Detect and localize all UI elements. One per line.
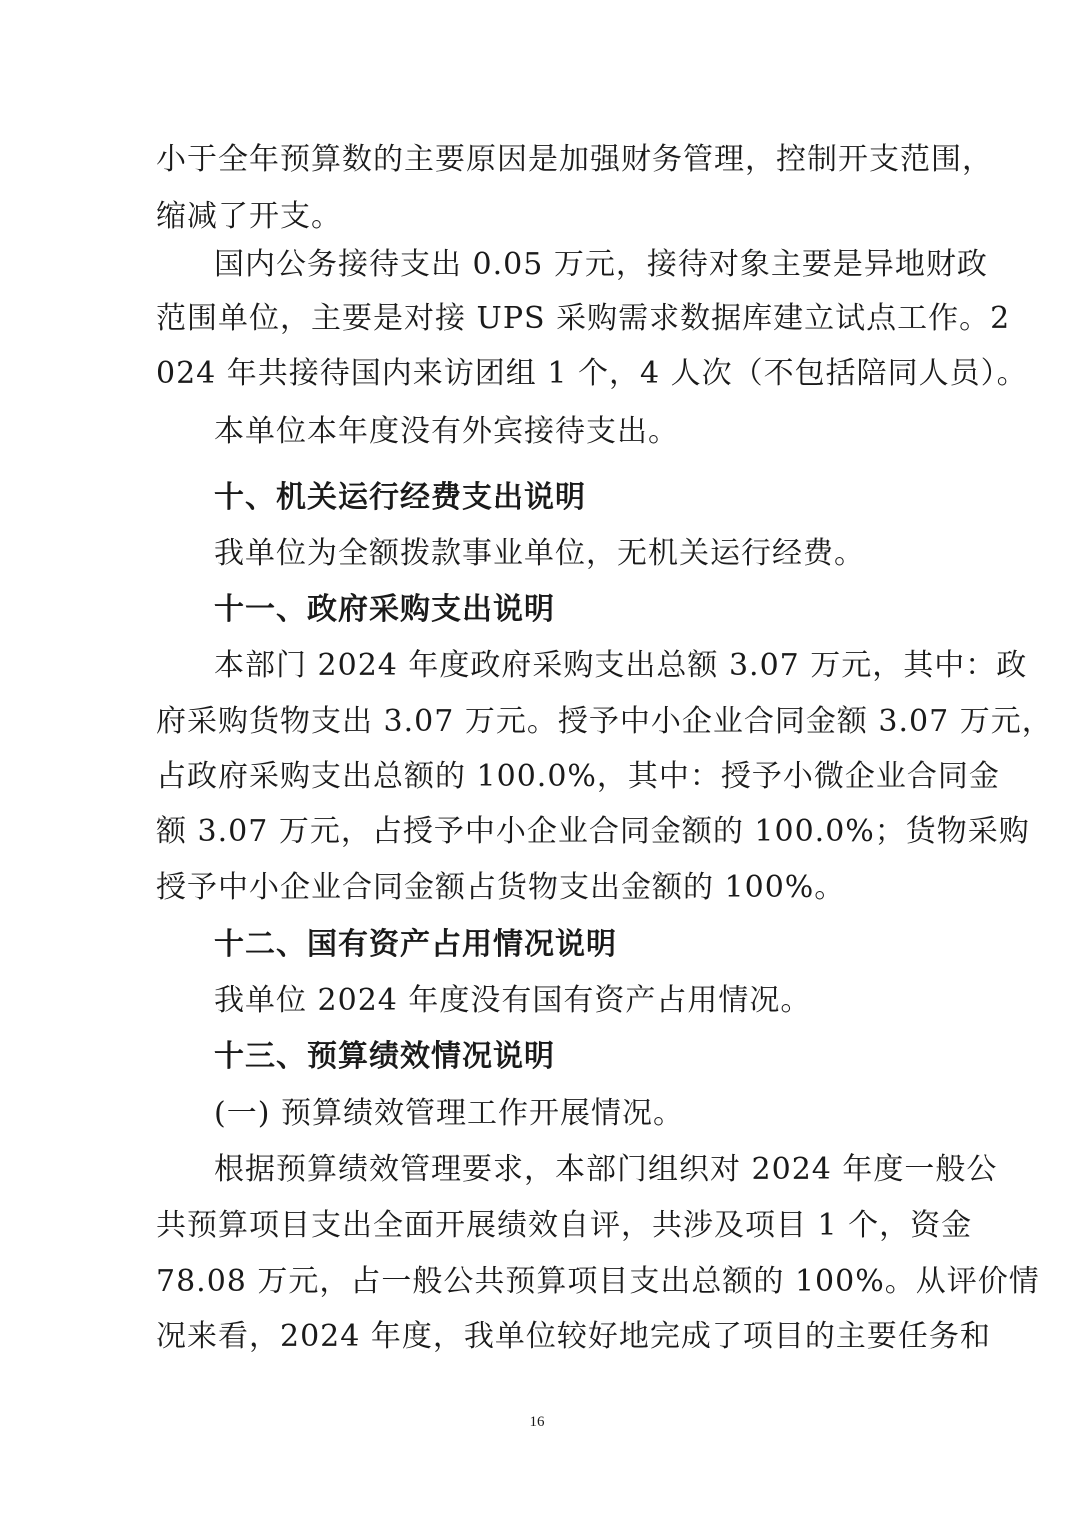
text-line: 根据预算绩效管理要求，本部门组织对 2024 年度一般公 bbox=[214, 1152, 998, 1187]
text-line: 本单位本年度没有外宾接待支出。 bbox=[214, 414, 679, 449]
text-line: 府采购货物支出 3.07 万元。授予中小企业合同金额 3.07 万元， bbox=[156, 704, 1053, 739]
section-heading: 十一、政府采购支出说明 bbox=[214, 592, 555, 627]
section-heading: 十、机关运行经费支出说明 bbox=[214, 480, 586, 515]
text-line: 本部门 2024 年度政府采购支出总额 3.07 万元，其中：政 bbox=[214, 648, 1028, 683]
text-line: 小于全年预算数的主要原因是加强财务管理，控制开支范围， bbox=[156, 142, 993, 177]
text-line: 额 3.07 万元，占授予中小企业合同金额的 100.0%；货物采购 bbox=[156, 814, 1030, 849]
section-heading: 十二、国有资产占用情况说明 bbox=[214, 927, 617, 962]
text-line: 范围单位，主要是对接 UPS 采购需求数据库建立试点工作。2 bbox=[156, 301, 1011, 336]
text-line: 共预算项目支出全面开展绩效自评，共涉及项目 1 个，资金 bbox=[156, 1208, 973, 1243]
text-line: 授予中小企业合同金额占货物支出金额的 100%。 bbox=[156, 870, 846, 905]
section-heading: 十三、预算绩效情况说明 bbox=[214, 1039, 555, 1074]
text-line: 我单位为全额拨款事业单位，无机关运行经费。 bbox=[214, 536, 865, 571]
page-number: 16 bbox=[529, 1414, 545, 1430]
text-line: 国内公务接待支出 0.05 万元，接待对象主要是异地财政 bbox=[214, 247, 988, 282]
text-line: 024 年共接待国内来访团组 1 个，4 人次（不包括陪同人员）。 bbox=[156, 356, 1028, 391]
text-line: 78.08 万元，占一般公共预算项目支出总额的 100%。从评价情 bbox=[156, 1264, 1040, 1299]
text-line: 况来看，2024 年度，我单位较好地完成了项目的主要任务和 bbox=[156, 1319, 991, 1354]
text-line: 占政府采购支出总额的 100.0%，其中：授予小微企业合同金 bbox=[156, 759, 1000, 794]
subsection-heading: (一) 预算绩效管理工作开展情况。 bbox=[214, 1096, 684, 1131]
text-line: 我单位 2024 年度没有国有资产占用情况。 bbox=[214, 983, 812, 1018]
text-line: 缩减了开支。 bbox=[156, 199, 342, 234]
